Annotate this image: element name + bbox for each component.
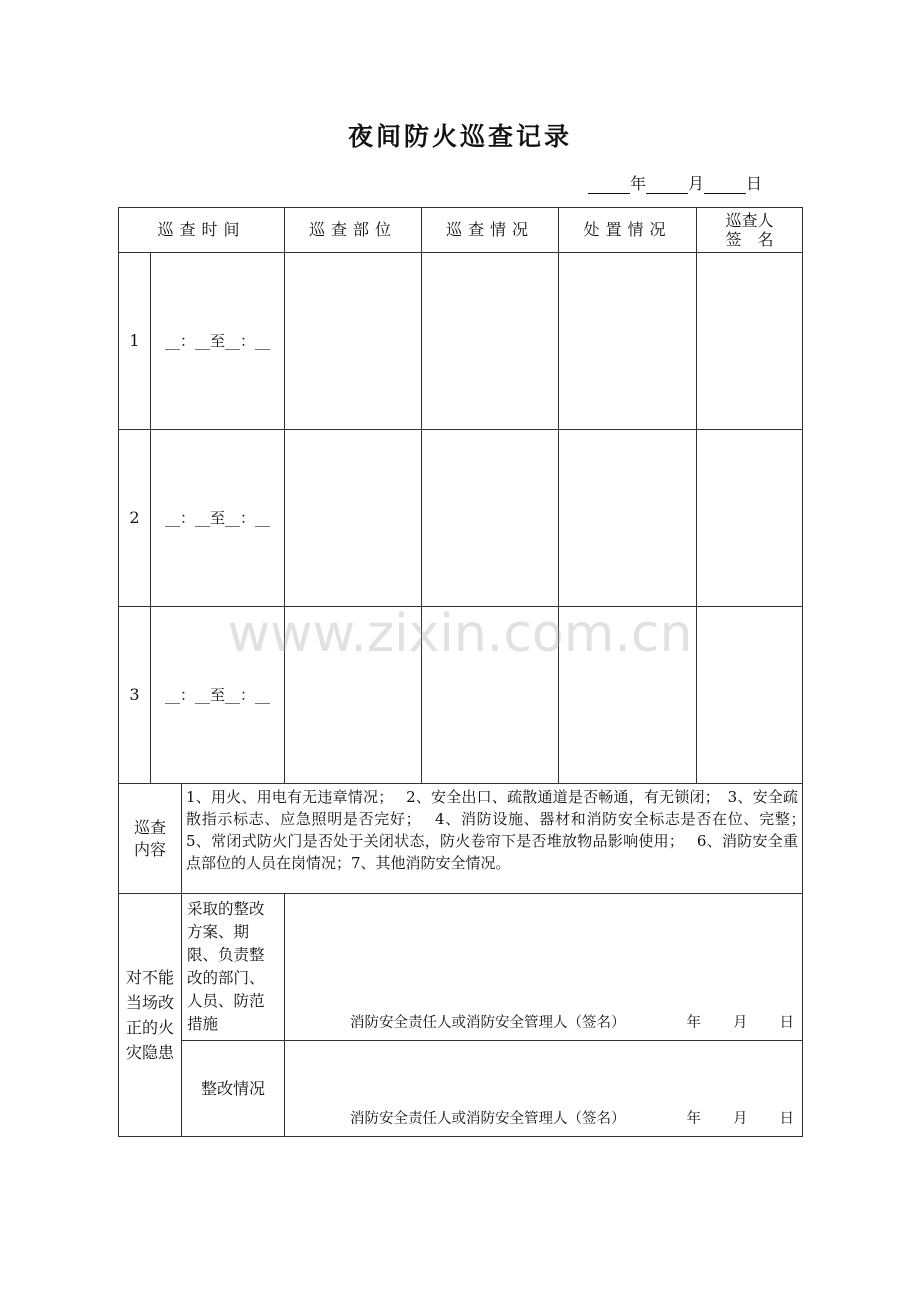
location-field[interactable] xyxy=(285,253,422,430)
header-inspector xyxy=(697,208,803,253)
date-line xyxy=(588,171,762,194)
signature-field[interactable] xyxy=(697,607,803,784)
header-situation: 巡查情况 xyxy=(422,208,559,253)
header-row xyxy=(119,208,803,253)
header-handling: 处置情况 xyxy=(559,208,697,253)
sign-day: 日 xyxy=(779,1015,794,1032)
header-inspector-line2: 签 名 xyxy=(725,230,774,249)
table-row xyxy=(119,253,803,430)
header-time: 巡查时间 xyxy=(119,208,285,253)
inspection-table xyxy=(118,207,818,1137)
table-row xyxy=(119,430,803,607)
sign-year: 年 xyxy=(686,1111,701,1128)
row-number: 1 xyxy=(119,253,151,430)
rectify-signature-line xyxy=(321,1110,794,1130)
situation-field[interactable] xyxy=(422,430,559,607)
content-label xyxy=(119,784,182,894)
time-range-field[interactable]: __：__至__：__ xyxy=(151,253,285,430)
inspection-content-text: 1、用火、用电有无违章情况； 2、安全出口、疏散通道是否畅通，有无锁闭； 3、安全疏散指示标志、应急照明是否完好； 4、消防设施、器材和消防安全标志是否在位、完整； 5、常闭式防火门是否处于关闭状态，防火卷帘下是否堆放物品影响使用； 6、消防安全重点部位的人员在岗情况；7、其他消防安全情况。 xyxy=(182,784,803,894)
measures-signature-line xyxy=(321,1014,794,1034)
sign-month: 月 xyxy=(733,1111,748,1128)
content-row xyxy=(119,784,803,894)
content-label-line2: 内容 xyxy=(133,839,166,859)
day-blank[interactable] xyxy=(704,177,746,194)
year-blank[interactable] xyxy=(588,177,630,194)
month-blank[interactable] xyxy=(646,177,688,194)
row-number: 2 xyxy=(119,430,151,607)
day-label: 日 xyxy=(746,174,763,193)
location-field[interactable] xyxy=(285,430,422,607)
header-location: 巡查部位 xyxy=(285,208,422,253)
hazard-rectify-row xyxy=(119,1041,803,1137)
year-label: 年 xyxy=(630,174,647,193)
measures-label: 采取的整改方案、期限、负责整改的部门、人员、防范措施 xyxy=(182,894,285,1041)
situation-field[interactable] xyxy=(422,607,559,784)
hazard-measures-row xyxy=(119,894,803,1041)
time-range-field[interactable]: __：__至__：__ xyxy=(151,607,285,784)
page-title: 夜间防火巡查记录 xyxy=(347,122,572,151)
handling-field[interactable] xyxy=(559,253,697,430)
row-number: 3 xyxy=(119,607,151,784)
sign-month: 月 xyxy=(733,1015,748,1032)
measures-field[interactable] xyxy=(285,894,803,1041)
signature-caption: 消防安全责任人或消防安全管理人（签名） xyxy=(350,1015,626,1032)
inspection-form xyxy=(118,207,818,1137)
signature-field[interactable] xyxy=(697,253,803,430)
month-label: 月 xyxy=(688,174,705,193)
sign-day: 日 xyxy=(779,1111,794,1128)
rectify-field[interactable] xyxy=(285,1041,803,1137)
rectify-label: 整改情况 xyxy=(182,1041,285,1137)
hazard-label: 对不能当场改正的火灾隐患 xyxy=(119,894,182,1137)
handling-field[interactable] xyxy=(559,430,697,607)
table-row xyxy=(119,607,803,784)
sign-year: 年 xyxy=(686,1015,701,1032)
watermark: www.zixin.com.cn xyxy=(227,604,693,664)
time-range-field[interactable]: __：__至__：__ xyxy=(151,430,285,607)
content-label-line1: 巡查 xyxy=(133,817,166,837)
signature-field[interactable] xyxy=(697,430,803,607)
location-field[interactable] xyxy=(285,607,422,784)
header-inspector-line1: 巡查人 xyxy=(725,211,774,230)
situation-field[interactable] xyxy=(422,253,559,430)
handling-field[interactable] xyxy=(559,607,697,784)
signature-caption: 消防安全责任人或消防安全管理人（签名） xyxy=(350,1111,626,1128)
